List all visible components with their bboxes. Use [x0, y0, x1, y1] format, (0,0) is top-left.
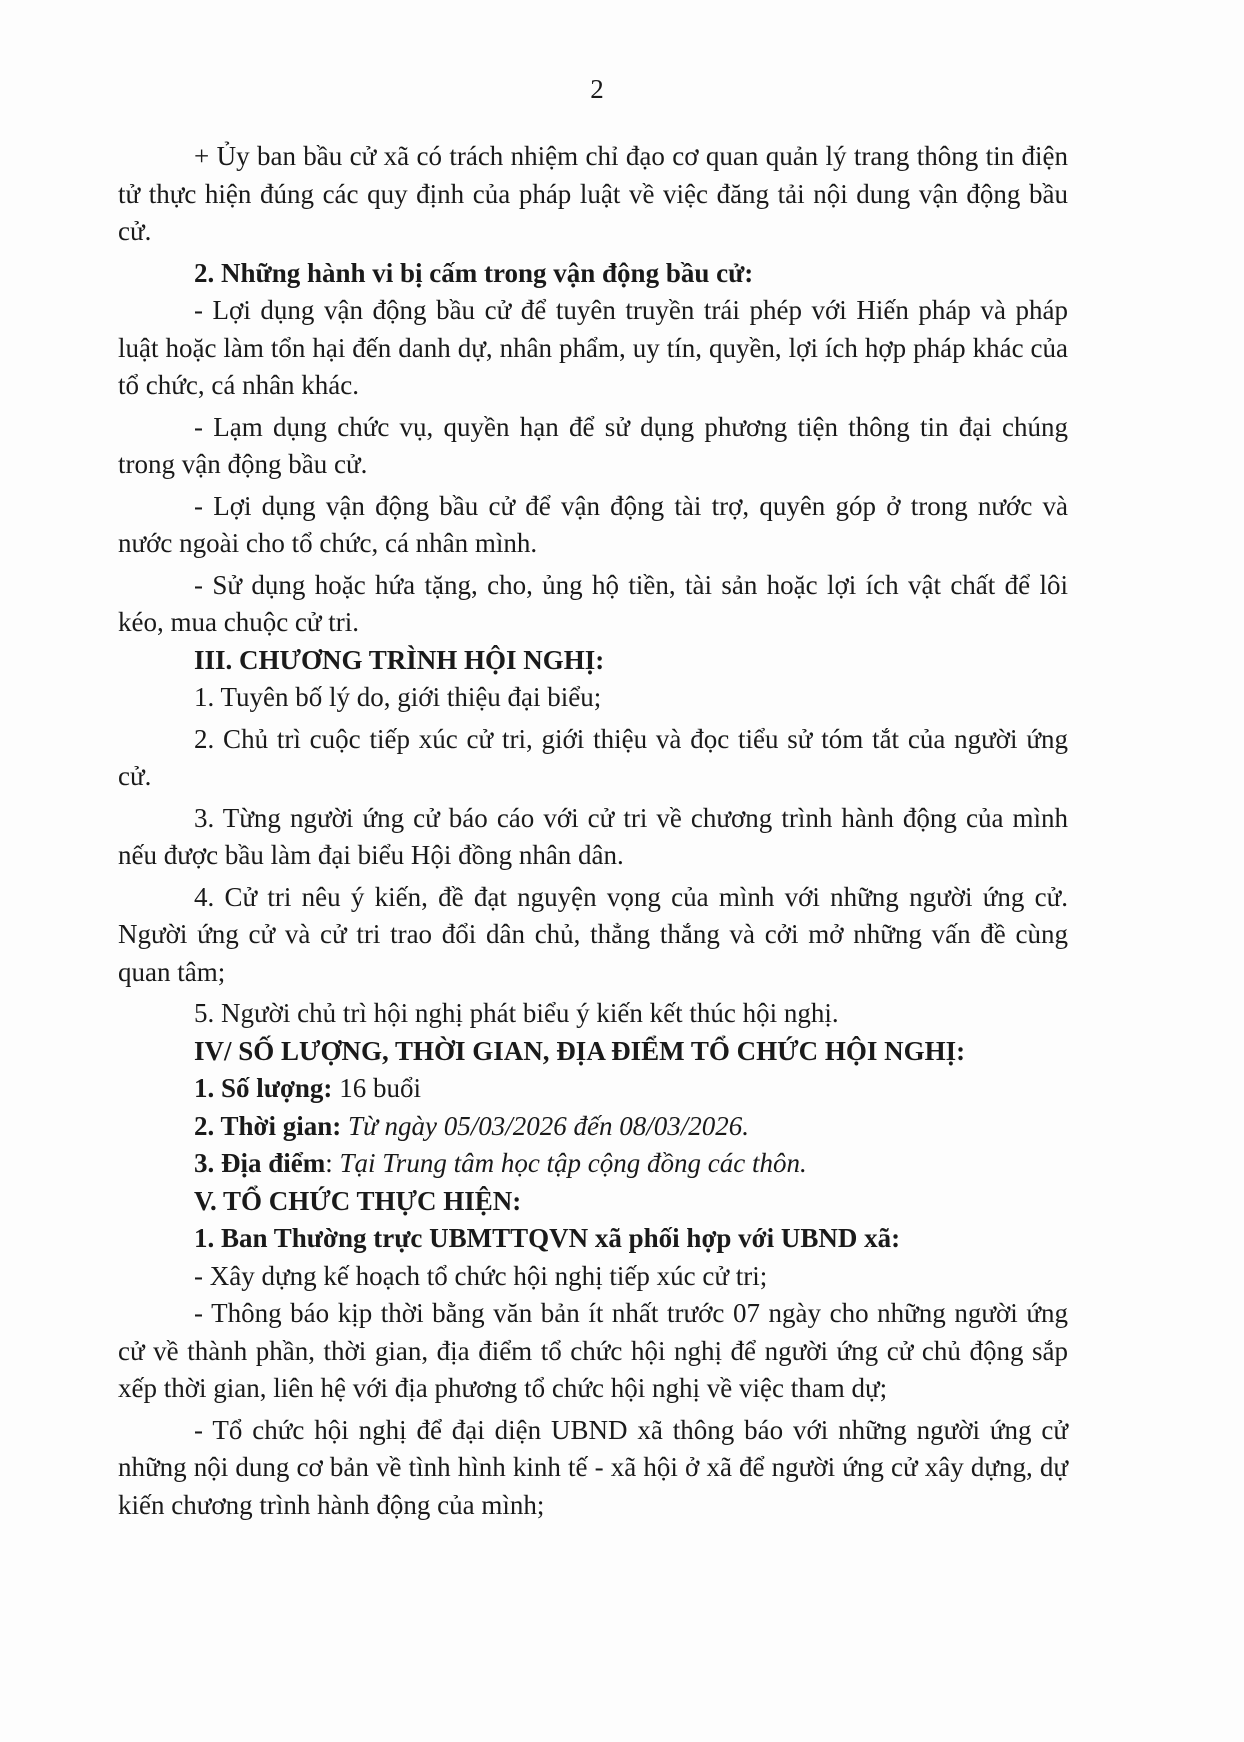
paragraph-program-2: 2. Chủ trì cuộc tiếp xúc cử tri, giới thiệu và đọc tiểu sử tóm tắt của người ứng cử. — [118, 723, 1068, 791]
time-value: Từ ngày 05/03/2026 đến 08/03/2026. — [341, 1110, 749, 1141]
paragraph-program-3: 3. Từng người ứng cử báo cáo với cử tri về chương trình hành động của mình nếu được bầu làm đại biểu Hội đồng nhân dân. — [118, 802, 1068, 870]
heading-standing-committee: 1. Ban Thường trực UBMTTQVN xã phối hợp với UBND xã: — [194, 1223, 901, 1253]
heading-quantity-time-location: IV/ SỐ LƯỢNG, THỜI GIAN, ĐỊA ĐIỂM TỔ CHỨC HỘI NGHỊ: — [194, 1035, 966, 1066]
quantity-label: 1. Số lượng: — [194, 1073, 333, 1103]
quantity-value: 16 buổi — [332, 1073, 421, 1103]
paragraph-election-committee: + Ủy ban bầu cử xã có trách nhiệm chỉ đạo cơ quan quản lý trang thông tin điện tử thực hiện đúng các quy định của pháp luật về việc đăng tải nội dung vận động bầu cử. — [118, 141, 1068, 246]
line-location — [118, 1145, 1068, 1183]
heading-conference-program: III. CHƯƠNG TRÌNH HỘI NGHỊ: — [194, 644, 605, 675]
paragraph-program-4: 4. Cử tri nêu ý kiến, đề đạt nguyện vọng của mình với những người ứng cử. Người ứng cử và cử tri trao đổi dân chủ, thẳng thắng và cởi mở những vấn đề cùng quan tâm; — [118, 881, 1068, 987]
paragraph-task-2: - Thông báo kịp thời bằng văn bản ít nhất trước 07 ngày cho những người ứng cử về thành phần, thời gian, địa điểm tổ chức hội nghị để người ứng cử chủ động sắp xếp thời gian, liên hệ với địa phương tổ chức hội nghị về việc tham dự; — [118, 1298, 1068, 1403]
paragraph-prohibited-2: - Lạm dụng chức vụ, quyền hạn để sử dụng phương tiện thông tin đại chúng trong vận động bầu cử. — [118, 411, 1068, 479]
page-number: 2 — [590, 74, 604, 104]
location-value: Tại Trung tâm học tập cộng đồng các thôn. — [332, 1148, 807, 1178]
paragraph-prohibited-3: - Lợi dụng vận động bầu cử để vận động tài trợ, quyên góp ở trong nước và nước ngoài cho tổ chức, cá nhân mình. — [118, 490, 1068, 558]
location-colon: : — [325, 1148, 333, 1178]
paragraph-prohibited-1: - Lợi dụng vận động bầu cử để tuyên truyền trái phép với Hiến pháp và pháp luật hoặc làm tổn hại đến danh dự, nhân phẩm, uy tín, quyền, lợi ích hợp pháp khác của tổ chức, cá nhân khác. — [118, 295, 1068, 400]
heading-implementation: V. TỔ CHỨC THỰC HIỆN: — [194, 1185, 522, 1216]
location-label: 3. Địa điểm — [194, 1148, 326, 1178]
time-label: 2. Thời gian: — [194, 1110, 342, 1141]
line-quantity — [118, 1070, 1068, 1108]
line-time — [118, 1108, 1068, 1146]
heading-prohibited-acts: 2. Những hành vi bị cấm trong vận động bầu cử: — [194, 257, 754, 288]
paragraph-program-1: 1. Tuyên bố lý do, giới thiệu đại biểu; — [194, 682, 602, 712]
paragraph-task-1: - Xây dựng kế hoạch tổ chức hội nghị tiếp xúc cử tri; — [194, 1260, 768, 1291]
paragraph-task-3: - Tổ chức hội nghị để đại diện UBND xã thông báo với những người ứng cử những nội dung cơ bản về tình hình kinh tế - xã hội ở xã để người ứng cử xây dựng, dự kiến chương trình hành động của mình; — [118, 1414, 1068, 1520]
paragraph-program-5: 5. Người chủ trì hội nghị phát biểu ý kiến kết thúc hội nghị. — [194, 998, 839, 1028]
paragraph-prohibited-4: - Sử dụng hoặc hứa tặng, cho, ủng hộ tiền, tài sản hoặc lợi ích vật chất để lôi kéo, mua chuộc cử tri. — [118, 569, 1068, 637]
document-body — [118, 138, 1068, 1524]
